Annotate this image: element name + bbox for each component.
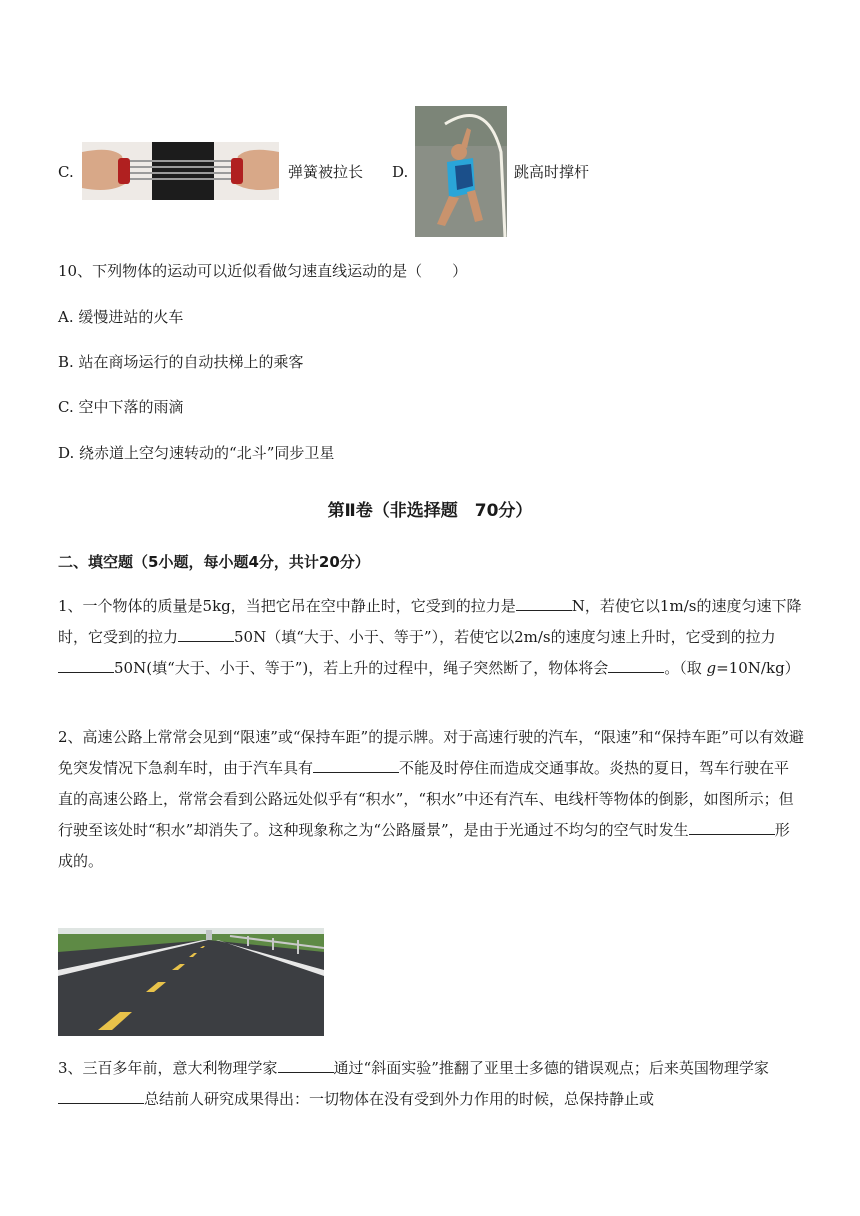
option-c-caption: 弹簧被拉长 [288, 163, 364, 181]
question-10-option-b: B. 站在商场运行的自动扶梯上的乘客 [58, 353, 304, 371]
question-10-option-a: A. 缓慢进站的火车 [58, 308, 184, 326]
option-d-caption: 跳高时撑杆 [514, 163, 590, 181]
answer-blank[interactable] [278, 1056, 334, 1073]
question-10-option-d: D. 绕赤道上空匀速转动的“北斗”同步卫星 [58, 444, 335, 462]
answer-blank[interactable] [58, 656, 114, 673]
answer-blank[interactable] [608, 656, 664, 673]
part-2-title: 第Ⅱ卷（非选择题 70分） [327, 501, 533, 521]
option-c-label: C. [58, 163, 74, 181]
section-fill-blank-heading: 二、填空题（5小题，每小题4分，共计20分） [58, 553, 370, 571]
highway-mirage-image [58, 918, 324, 1036]
fill-question-2: 2、高速公路上常常会见到“限速”或“保持车距”的提示牌。对于高速行驶的汽车，“限速”和“保持车距”可以有效避免突发情况下急刹车时，由于汽车具有 不能及时停住而造成交通事故。炎热的夏日，驾车行驶在平直的高速公路上，常常会看到公路远处似乎有“积水”，“积水”中还有汽车、电线杆等物体的倒影，如图所示；但行驶至该处时“积水”却消失了。这种现象称之为“公路蜃景”，是由于光通过不均匀的空气时发生 形成的。 [58, 728, 804, 870]
answer-blank[interactable] [178, 625, 234, 642]
question-10-option-c: C. 空中下落的雨滴 [58, 398, 184, 416]
question-10-stem: 10、下列物体的运动可以近似看做匀速直线运动的是（ ） [58, 262, 468, 280]
answer-blank[interactable] [58, 1087, 144, 1104]
fill-question-1: 1、一个物体的质量是5kg，当把它吊在空中静止时，它受到的拉力是 N，若使它以1m/s的速度匀速下降时，它受到的拉力 50N（填“大于、小于、等于”），若使它以2m/s的速度匀速上升时，它受到的拉力50N(填“大于、小于、等于”)，若上升的过程中，绳子突然断了，物体将会 。（取 g=10N/kg） [58, 591, 804, 684]
option-d-label: D. [392, 163, 409, 181]
answer-blank[interactable] [689, 818, 775, 835]
pole-vault-image [415, 106, 507, 237]
answer-blank[interactable] [516, 594, 572, 611]
fill-question-3: 3、三百多年前，意大利物理学家 通过“斜面实验”推翻了亚里士多德的错误观点；后来英国物理学家总结前人研究成果得出：一切物体在没有受到外力作用的时候，总保持静止或 [58, 1053, 804, 1115]
spring-stretch-image [82, 142, 279, 200]
answer-blank[interactable] [313, 756, 399, 773]
